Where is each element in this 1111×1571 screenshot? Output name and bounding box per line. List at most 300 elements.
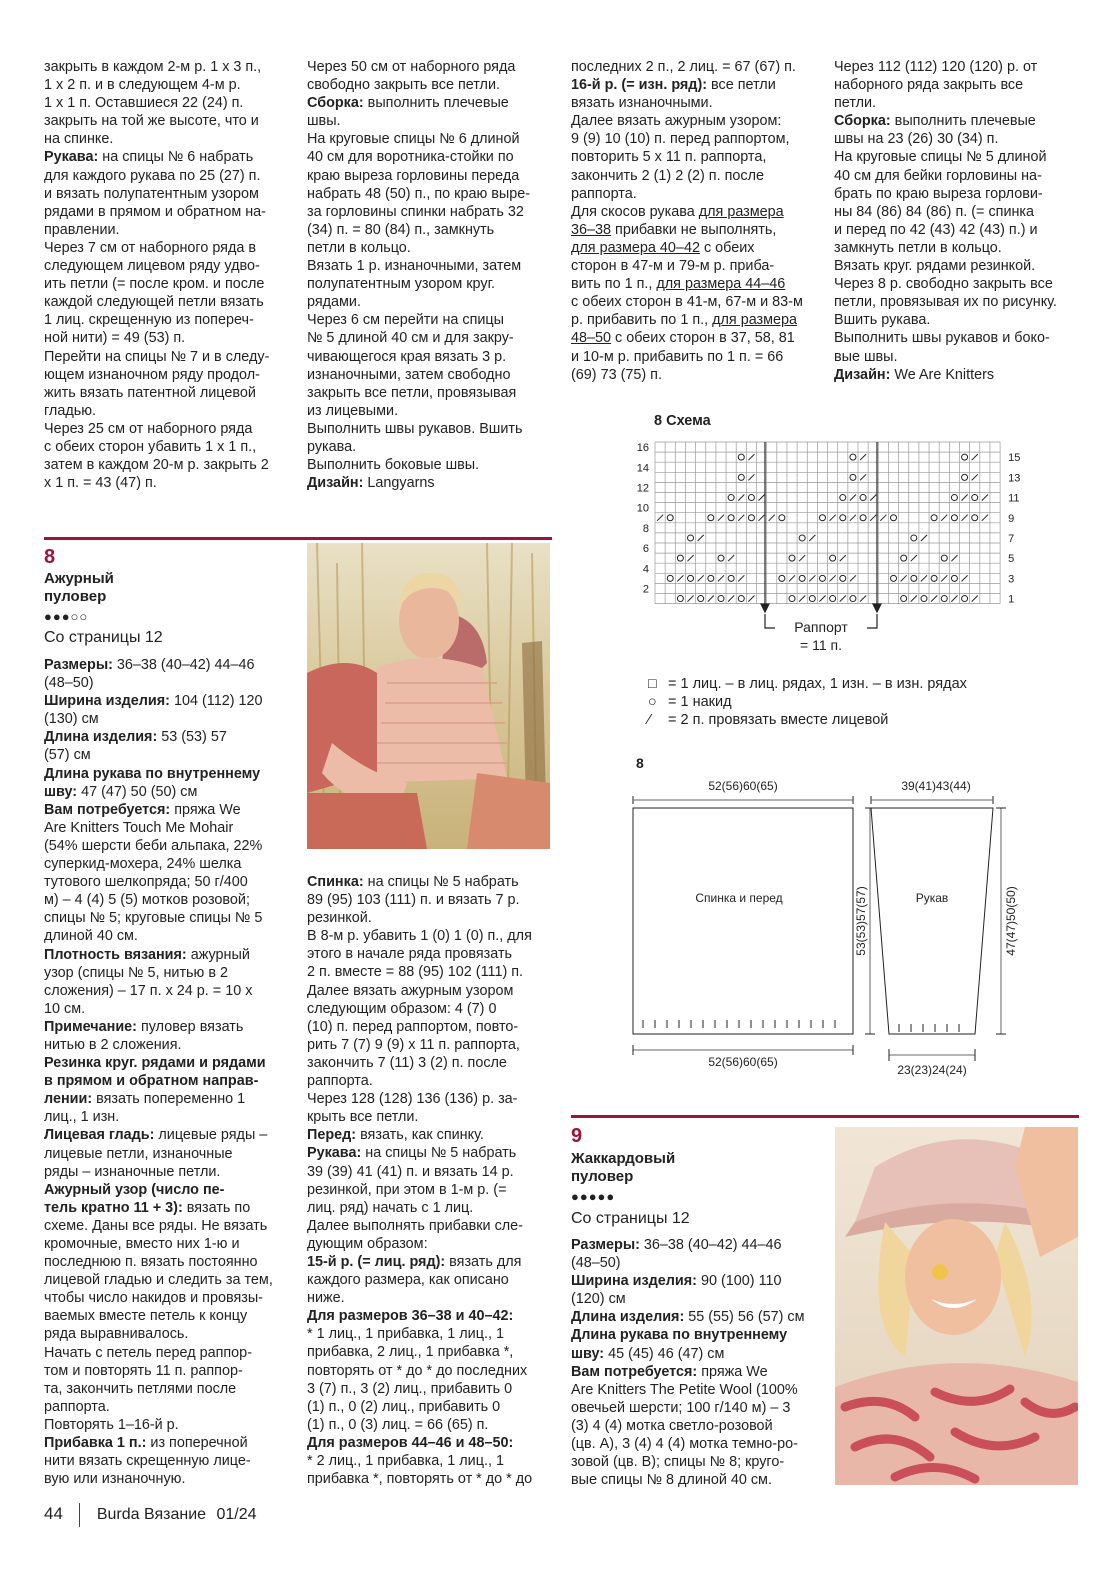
- k2tog-mark: [931, 596, 937, 602]
- text-line: [44, 909, 294, 927]
- text-segment: Повторять 1–16-й р.: [44, 1416, 179, 1433]
- text-segment: Прибавка 1 п.:: [44, 1435, 147, 1452]
- text-line: [44, 58, 294, 76]
- text-line: [44, 1362, 294, 1380]
- text-line: [44, 366, 294, 384]
- legend-text: = 1 лиц. – в лиц. рядах, 1 изн. – в изн. рядах: [668, 676, 967, 692]
- text-segment: Рукава:: [307, 1145, 362, 1162]
- text-line: [834, 76, 1089, 94]
- text-line: [571, 185, 826, 203]
- k2tog-mark: [840, 596, 846, 602]
- yarn-over-mark: [941, 596, 947, 602]
- text-line: [307, 1144, 557, 1162]
- yarn-over-mark: [830, 596, 836, 602]
- sleeve-height: 47(47)50(50): [1004, 886, 1018, 956]
- text-segment: для размера 40–42: [571, 239, 700, 256]
- text-line: [307, 891, 557, 909]
- text-line: [571, 1308, 831, 1326]
- text-segment: вязать по: [182, 1199, 251, 1216]
- text-segment: ажурный: [186, 946, 250, 963]
- text-line: [44, 1307, 294, 1325]
- text-line: [307, 1054, 557, 1072]
- text-segment: 45 (45) 46 (47) см: [604, 1345, 725, 1362]
- text-segment: лиц., 1 изн.: [44, 1109, 120, 1126]
- text-line: [307, 1434, 557, 1452]
- text-segment: затем в каждом 20-м р. закрыть 2: [44, 457, 269, 474]
- text-line: [44, 1126, 294, 1144]
- text-segment: гладью.: [44, 402, 97, 419]
- text-line: [44, 456, 294, 474]
- legend-item: [648, 693, 967, 711]
- text-line: [307, 348, 557, 366]
- chart-8-title: 8 Схема: [654, 413, 711, 429]
- yarn-over-mark: [708, 515, 714, 521]
- text-segment: из поперечной: [146, 1435, 248, 1452]
- text-line: [44, 1380, 294, 1398]
- text-line: [834, 366, 1089, 384]
- text-line: [307, 58, 557, 76]
- k2tog-mark: [708, 596, 714, 602]
- text-line: [44, 257, 294, 275]
- yarn-over-mark: [779, 575, 785, 581]
- text-segment: 10 см.: [44, 1000, 86, 1017]
- yarn-over-mark: [819, 515, 825, 521]
- row-number: 9: [1008, 512, 1015, 525]
- text-line: [307, 1090, 557, 1108]
- k2tog-mark: [809, 575, 815, 581]
- chart-8-symbols: [657, 454, 988, 601]
- k2tog-mark: [962, 515, 968, 521]
- k2tog-mark: [911, 555, 917, 561]
- photo-section-9: [835, 1127, 1078, 1485]
- text-segment: Сборка:: [307, 95, 364, 112]
- yarn-over-mark: [941, 555, 947, 561]
- text-segment: 39 (39) 41 (41) п. и вязать 14 р.: [307, 1163, 514, 1180]
- text-segment: последнюю п. вязать постоянно: [44, 1254, 258, 1271]
- text-segment: прибавка, 2 лиц., 1 прибавка *,: [307, 1344, 514, 1361]
- text-segment: нитью в 2 сложения.: [44, 1036, 182, 1053]
- text-segment: этого в начале ряда провязать: [307, 946, 513, 963]
- text-line: [307, 185, 557, 203]
- row-number: 12: [636, 482, 649, 495]
- text-segment: Через 6 см перейти на спицы: [307, 312, 504, 329]
- text-line: [834, 348, 1089, 366]
- text-line: [571, 130, 826, 148]
- text-segment: 9 (9) 10 (10) п. перед раппортом,: [571, 131, 790, 148]
- k2tog-mark: [982, 515, 988, 521]
- text-line: [44, 1072, 294, 1090]
- text-segment: изнаночными, затем свободно: [307, 366, 511, 383]
- text-segment: закрыть в каждом 2-м р. 1 х 3 п.,: [44, 59, 262, 75]
- text-segment: дующим образом:: [307, 1235, 428, 1252]
- yarn-over-mark: [931, 575, 937, 581]
- legend-item: [648, 711, 967, 729]
- text-line: [307, 203, 557, 221]
- text-segment: и вязать полупатентным узором: [44, 185, 259, 202]
- text-segment: вязать попеременно 1: [92, 1091, 246, 1108]
- text-line: [44, 873, 294, 891]
- text-line: [44, 1090, 294, 1108]
- text-segment: выполнить плечевые: [363, 95, 509, 112]
- text-line: [307, 94, 557, 112]
- k2tog-mark: [911, 596, 917, 602]
- text-segment: вить по 1 п.,: [571, 276, 657, 293]
- k2tog-mark: [972, 596, 978, 602]
- k2tog-mark: [850, 515, 856, 521]
- text-line: [834, 203, 1089, 221]
- text-segment: Вам потребуется:: [571, 1363, 698, 1380]
- text-segment: тель кратно 11 + 3):: [44, 1199, 183, 1216]
- yarn-over-mark: [688, 535, 694, 541]
- sleeve-piece: [871, 808, 993, 1034]
- text-line: [44, 927, 294, 945]
- text-segment: Ширина изделия:: [571, 1273, 697, 1290]
- text-segment: лицевой гладью и следить за тем,: [44, 1272, 273, 1289]
- text-segment: Через 8 р. свободно закрыть все: [834, 276, 1053, 293]
- text-line: [44, 982, 294, 1000]
- k2tog-mark: [789, 575, 795, 581]
- yarn-over-mark: [921, 596, 927, 602]
- k2tog-mark: [840, 555, 846, 561]
- text-line: [44, 1181, 294, 1199]
- yarn-over-mark: [850, 474, 856, 480]
- text-segment: краю выреза горловины переда: [307, 167, 520, 184]
- text-line: [307, 1343, 557, 1361]
- text-line: [307, 873, 557, 891]
- text-segment: швы.: [307, 113, 341, 130]
- text-line: [307, 1235, 557, 1253]
- k2tog-mark: [738, 495, 744, 501]
- k2tog-mark: [748, 596, 754, 602]
- text-segment: с обеих: [699, 239, 755, 256]
- row-number: 2: [642, 583, 649, 596]
- text-line: [44, 239, 294, 257]
- text-line: [571, 1290, 831, 1308]
- text-segment: закончить 2 (1) 2 (2) п. после: [571, 167, 764, 184]
- k2tog-mark: [687, 555, 693, 561]
- text-segment: Дизайн:: [307, 475, 364, 492]
- k2tog-mark: [830, 575, 836, 581]
- text-segment: следующем лицевом ряду удво-: [44, 258, 260, 275]
- text-segment: (10) п. перед раппортом, повто-: [307, 1018, 519, 1035]
- text-line: [44, 329, 294, 347]
- text-segment: брать по краю выреза горлови-: [834, 185, 1043, 202]
- text-segment: 16-й р. (= изн. ряд):: [571, 77, 708, 94]
- text-line: [44, 746, 294, 764]
- footer-issue: 01/24: [216, 1506, 257, 1524]
- column-4-top-text: [834, 58, 1089, 384]
- text-line: [44, 1452, 294, 1470]
- text-segment: Are Knitters Touch Me Mohair: [44, 819, 234, 836]
- sleeve-top-width: 39(41)43(44): [901, 779, 971, 793]
- text-segment: Ажурный узор (число пе-: [44, 1181, 225, 1198]
- text-segment: Вшить рукава.: [834, 312, 931, 329]
- text-segment: (1) п., 0 (2) лиц., прибавить 0: [307, 1398, 501, 1415]
- text-line: [44, 1018, 294, 1036]
- text-line: [307, 1416, 557, 1434]
- text-line: [571, 148, 826, 166]
- text-segment: Через 128 (128) 136 (136) р. за-: [307, 1091, 518, 1108]
- k2tog-mark: [769, 515, 775, 521]
- text-segment: рядами.: [307, 294, 361, 311]
- text-line: [44, 1145, 294, 1163]
- yarn-over-mark: [799, 535, 805, 541]
- column-2-top-text: [307, 58, 557, 492]
- text-line: [834, 257, 1089, 275]
- text-segment: для размера: [698, 203, 784, 220]
- legend-text: = 2 п. провязать вместе лицевой: [668, 712, 889, 728]
- column-3-top-text: [571, 58, 826, 384]
- text-line: [44, 203, 294, 221]
- k2tog-mark: [982, 495, 988, 501]
- legend-symbol: ○: [648, 694, 657, 710]
- text-segment: суперкид-мохера, 24% шелка: [44, 856, 242, 873]
- yarn-over-mark: [809, 596, 815, 602]
- k2tog-mark: [860, 474, 866, 480]
- row-number: 10: [636, 502, 649, 515]
- text-segment: Размеры:: [44, 657, 113, 673]
- text-segment: 36–38 (40–42) 44–46: [112, 657, 255, 673]
- text-segment: р. прибавить по 1 п.,: [571, 312, 713, 329]
- text-segment: швы на 23 (26) 30 (34) п.: [834, 131, 999, 148]
- text-line: [834, 148, 1089, 166]
- yarn-over-mark: [951, 515, 957, 521]
- text-line: [571, 94, 826, 112]
- text-segment: 1 х 2 п. и в следующем 4-м р.: [44, 77, 241, 94]
- k2tog-mark: [972, 454, 978, 460]
- yarn-over-mark: [840, 495, 846, 501]
- text-segment: Начать с петель перед раппор-: [44, 1344, 252, 1361]
- text-line: [571, 1326, 831, 1344]
- text-segment: том и повторять 11 п. раппор-: [44, 1362, 243, 1379]
- text-line: [571, 348, 826, 366]
- text-line: [834, 112, 1089, 130]
- text-line: [571, 366, 826, 384]
- text-segment: ряда выравнивалось.: [44, 1326, 189, 1343]
- text-line: [307, 456, 557, 474]
- text-line: [307, 148, 557, 166]
- text-segment: с обеих сторон убавить 1 х 1 п.,: [44, 438, 257, 455]
- text-line: [44, 656, 294, 674]
- text-segment: Для размеров 36–38 и 40–42:: [307, 1308, 514, 1325]
- body-piece: [633, 808, 853, 1034]
- text-segment: петли в кольцо.: [307, 239, 411, 256]
- text-segment: тутового шелкопряда; 50 г/400: [44, 874, 248, 891]
- text-segment: кромочные, вместо них 1-ю и: [44, 1236, 240, 1252]
- text-segment: Для размеров 44–46 и 48–50:: [307, 1434, 514, 1451]
- text-line: [571, 76, 826, 94]
- text-line: [571, 112, 826, 130]
- yarn-over-mark: [840, 575, 846, 581]
- row-number: 3: [1008, 573, 1015, 586]
- text-segment: Спинка:: [307, 874, 364, 890]
- text-line: [834, 58, 1089, 76]
- k2tog-mark: [687, 596, 693, 602]
- yarn-over-mark: [830, 555, 836, 561]
- yarn-over-mark: [748, 495, 754, 501]
- text-segment: раппорта.: [44, 1398, 110, 1415]
- text-line: [44, 1398, 294, 1416]
- text-segment: Выполнить боковые швы.: [307, 457, 480, 474]
- text-line: [307, 366, 557, 384]
- yarn-over-mark: [911, 575, 917, 581]
- text-line: [44, 384, 294, 402]
- text-line: [571, 1417, 831, 1435]
- text-segment: длиной 40 см.: [44, 928, 138, 945]
- text-segment: Далее выполнять прибавки сле-: [307, 1217, 523, 1234]
- text-segment: петли, провязывая их по рисунку.: [834, 294, 1057, 311]
- text-segment: шву:: [44, 783, 78, 800]
- text-line: [44, 185, 294, 203]
- text-line: [307, 1126, 557, 1144]
- text-line: [44, 293, 294, 311]
- text-line: [571, 1453, 831, 1471]
- yarn-over-mark: [860, 495, 866, 501]
- section-9-from-page: Со страницы 12: [571, 1210, 690, 1227]
- text-line: [44, 1217, 294, 1235]
- yarn-over-mark: [667, 575, 673, 581]
- text-line: [44, 1344, 294, 1362]
- text-segment: шву:: [571, 1345, 605, 1362]
- text-segment: резинкой.: [307, 910, 372, 927]
- text-segment: вязать изнаночными.: [571, 95, 713, 112]
- text-segment: жить вязать патентной лицевой: [44, 384, 256, 401]
- text-line: [307, 1325, 557, 1343]
- text-line: [307, 221, 557, 239]
- section-9-title-line1: Жаккардовый: [571, 1150, 676, 1167]
- text-segment: сторон в 47-м и 79-м р. приба-: [571, 258, 775, 275]
- text-segment: на спицы № 5 набрать: [361, 1145, 517, 1162]
- text-segment: резинкой, при этом в 1-м р. (=: [307, 1181, 507, 1198]
- section-9-separator: [571, 1115, 1079, 1118]
- row-number: 11: [1008, 492, 1020, 505]
- text-segment: закрыть все петли, провязывая: [307, 384, 517, 401]
- row-number: 13: [1008, 472, 1021, 485]
- text-segment: Плотность вязания:: [44, 946, 187, 963]
- text-segment: ряды – изнаночные петли.: [44, 1163, 221, 1180]
- text-line: [44, 402, 294, 420]
- photo-section-8: [307, 543, 550, 849]
- text-segment: Перед:: [307, 1127, 357, 1144]
- text-line: [44, 1253, 294, 1271]
- text-line: [307, 1452, 557, 1470]
- yarn-over-mark: [891, 515, 897, 521]
- text-line: [44, 1108, 294, 1126]
- k2tog-mark: [728, 555, 734, 561]
- text-segment: выполнить плечевые: [890, 113, 1036, 130]
- section-8-title-line2: пуловер: [44, 588, 107, 605]
- k2tog-mark: [860, 454, 866, 460]
- text-segment: нити вязать скрещенную лице-: [44, 1453, 251, 1470]
- text-line: [44, 855, 294, 873]
- text-segment: We Are Knitters: [890, 366, 995, 383]
- k2tog-mark: [718, 515, 724, 521]
- text-segment: набрать 48 (50) п., по краю выре-: [307, 185, 531, 202]
- text-segment: лицевые петли, изнаночные: [44, 1145, 233, 1162]
- text-line: [307, 927, 557, 945]
- text-segment: пуловер вязать: [136, 1018, 244, 1035]
- text-line: [307, 1163, 557, 1181]
- text-segment: ниже.: [307, 1290, 345, 1307]
- text-line: [307, 76, 557, 94]
- text-segment: рить 7 (7) 9 (9) х 11 п. раппорта,: [307, 1036, 520, 1053]
- k2tog-mark: [748, 474, 754, 480]
- k2tog-mark: [748, 454, 754, 460]
- section-8-title-line1: Ажурный: [44, 570, 114, 587]
- text-segment: для размера: [712, 312, 798, 329]
- text-segment: Длина изделия:: [44, 729, 158, 746]
- footer-divider: [79, 1503, 80, 1527]
- text-segment: и перед по 42 (43) 42 (43) п.) и: [834, 221, 1038, 238]
- text-line: [44, 438, 294, 456]
- text-segment: Через 112 (112) 120 (120) р. от: [834, 59, 1038, 75]
- text-segment: повторять от * до * до последних: [307, 1362, 528, 1379]
- k2tog-mark: [718, 575, 724, 581]
- text-segment: 47 (47) 50 (50) см: [77, 783, 198, 800]
- text-line: [307, 1199, 557, 1217]
- text-segment: 40 см для воротника-стойки по: [307, 149, 514, 166]
- text-line: [571, 221, 826, 239]
- text-line: [571, 257, 826, 275]
- text-line: [307, 257, 557, 275]
- text-line: [44, 964, 294, 982]
- chart-8-grid: [655, 442, 1000, 604]
- k2tog-mark: [951, 596, 957, 602]
- text-line: [834, 275, 1089, 293]
- text-line: [307, 1271, 557, 1289]
- text-line: [834, 185, 1089, 203]
- text-line: [44, 1036, 294, 1054]
- text-segment: вязать для: [445, 1253, 522, 1270]
- text-segment: лиц. ряд) начать с 1 лиц.: [307, 1199, 474, 1216]
- text-segment: * 1 лиц., 1 прибавка, 1 лиц., 1: [307, 1326, 504, 1343]
- body-bottom-width: 52(56)60(65): [708, 1055, 778, 1069]
- text-line: [307, 329, 557, 347]
- yarn-over-mark: [738, 474, 744, 480]
- text-segment: на спинке.: [44, 131, 114, 148]
- text-line: [834, 221, 1089, 239]
- k2tog-mark: [759, 515, 765, 521]
- text-segment: на спицы № 5 набрать: [363, 874, 519, 890]
- footer-page-number: 44: [44, 1504, 63, 1524]
- section-8-from-page: Со страницы 12: [44, 629, 163, 646]
- yarn-over-mark: [698, 596, 704, 602]
- section-9-title-line2: пуловер: [571, 1168, 634, 1185]
- text-segment: Рукава:: [44, 149, 99, 166]
- text-line: [571, 1381, 831, 1399]
- text-segment: 2 п. вместе = 88 (95) 102 (111) п.: [307, 964, 524, 981]
- pattern-8-schematic: [625, 772, 1025, 1082]
- sleeve-piece-label: Рукав: [915, 891, 949, 905]
- photo-8-illustration: [307, 543, 550, 849]
- text-line: [307, 1289, 557, 1307]
- text-segment: для размера 44–46: [656, 276, 786, 293]
- text-segment: схеме. Даны все ряды. Не вязать: [44, 1217, 268, 1234]
- text-segment: все петли: [707, 77, 776, 94]
- text-line: [44, 94, 294, 112]
- text-segment: Выполнить швы рукавов и боко-: [834, 330, 1050, 347]
- text-line: [307, 438, 557, 456]
- text-segment: Вам потребуется:: [44, 801, 171, 818]
- text-line: [44, 221, 294, 239]
- yarn-over-mark: [951, 575, 957, 581]
- sleeve-bottom-width: 23(23)24(24): [897, 1063, 967, 1077]
- k2tog-mark: [799, 596, 805, 602]
- column-2-bottom-text: [307, 873, 557, 1488]
- k2tog-mark: [759, 495, 765, 501]
- text-line: [834, 130, 1089, 148]
- text-segment: рукава.: [307, 438, 357, 455]
